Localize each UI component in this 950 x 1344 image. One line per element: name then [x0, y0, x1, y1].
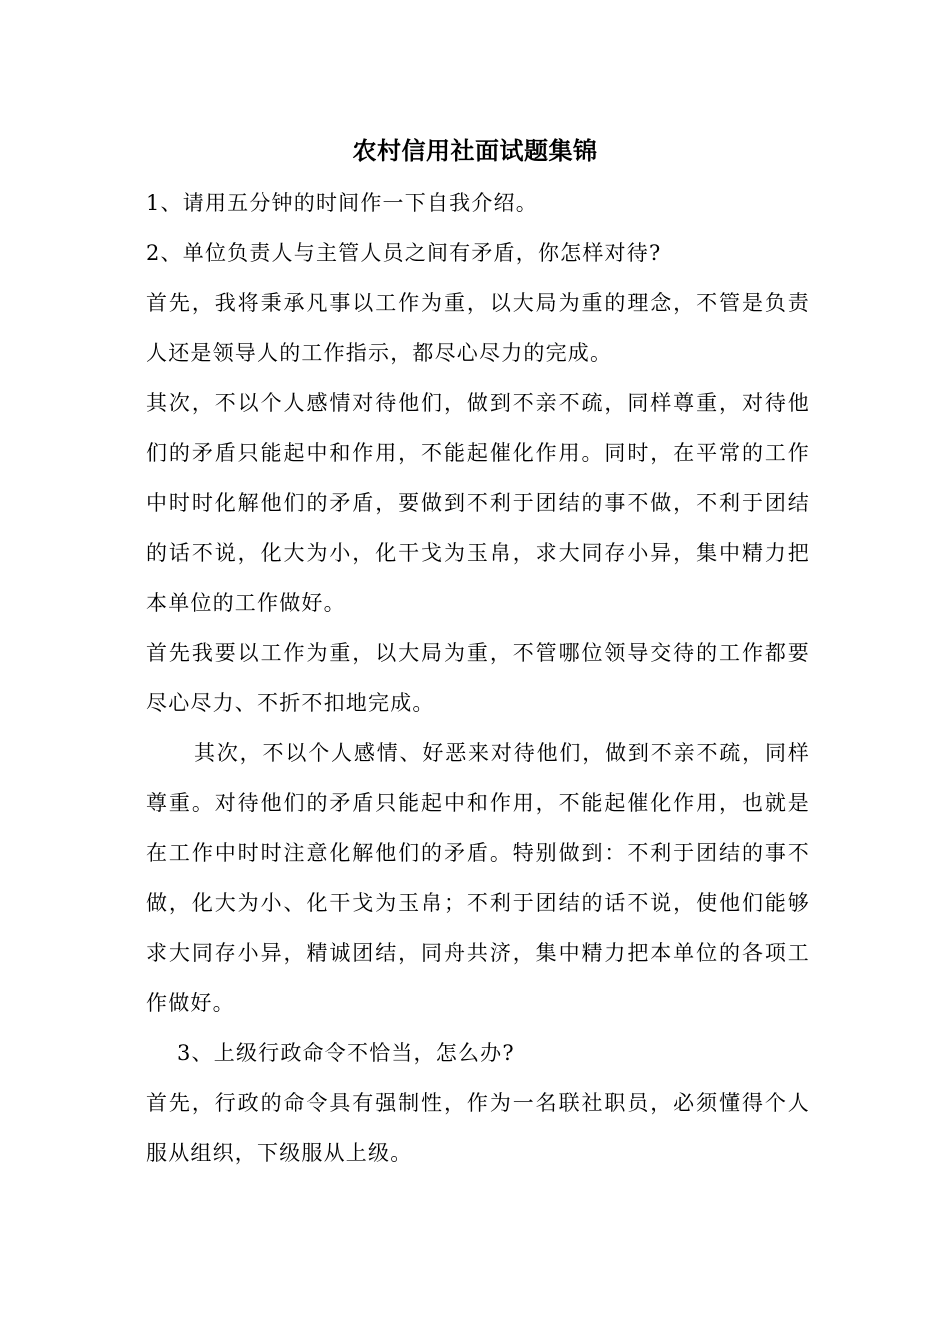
document-title: 农村信用社面试题集锦: [352, 137, 598, 165]
question-1: 1、请用五分钟的时间作一下自我介绍。: [146, 191, 538, 215]
answer-paragraph: 首先，我将秉承凡事以工作为重，以大局为重的理念，不管是负责人还是领导人的工作指示，都尽心尽力的完成。: [146, 291, 810, 365]
answer-paragraph: 其次，不以个人感情、好恶来对待他们，做到不亲不疏，同样尊重。对待他们的矛盾只能起中和作用，不能起催化作用，也就是在工作中时时注意化解他们的矛盾。特别做到：不利于团结的事不做，化大为小、化干戈为玉帛；不利于团结的话不说，使他们能够求大同存小异，精诚团结，同舟共济，集中精力把本单位的各项工作做好。: [146, 741, 810, 1015]
document-body: [146, 178, 810, 1178]
answer-paragraph: 其次，不以个人感情对待他们，做到不亲不疏，同样尊重，对待他们的矛盾只能起中和作用，不能起催化作用。同时，在平常的工作中时时化解他们的矛盾，要做到不利于团结的事不做，不利于团结的话不说，化大为小，化干戈为玉帛，求大同存小异，集中精力把本单位的工作做好。: [146, 391, 810, 615]
question-3: 3、上级行政命令不恰当，怎么办?: [177, 1041, 515, 1065]
answer-paragraph: 首先我要以工作为重，以大局为重，不管哪位领导交待的工作都要尽心尽力、不折不扣地完成。: [146, 641, 810, 715]
answer-paragraph: 首先，行政的命令具有强制性，作为一名联社职员，必须懂得个人服从组织，下级服从上级。: [146, 1091, 810, 1165]
question-2: 2、单位负责人与主管人员之间有矛盾，你怎样对待?: [146, 241, 662, 265]
